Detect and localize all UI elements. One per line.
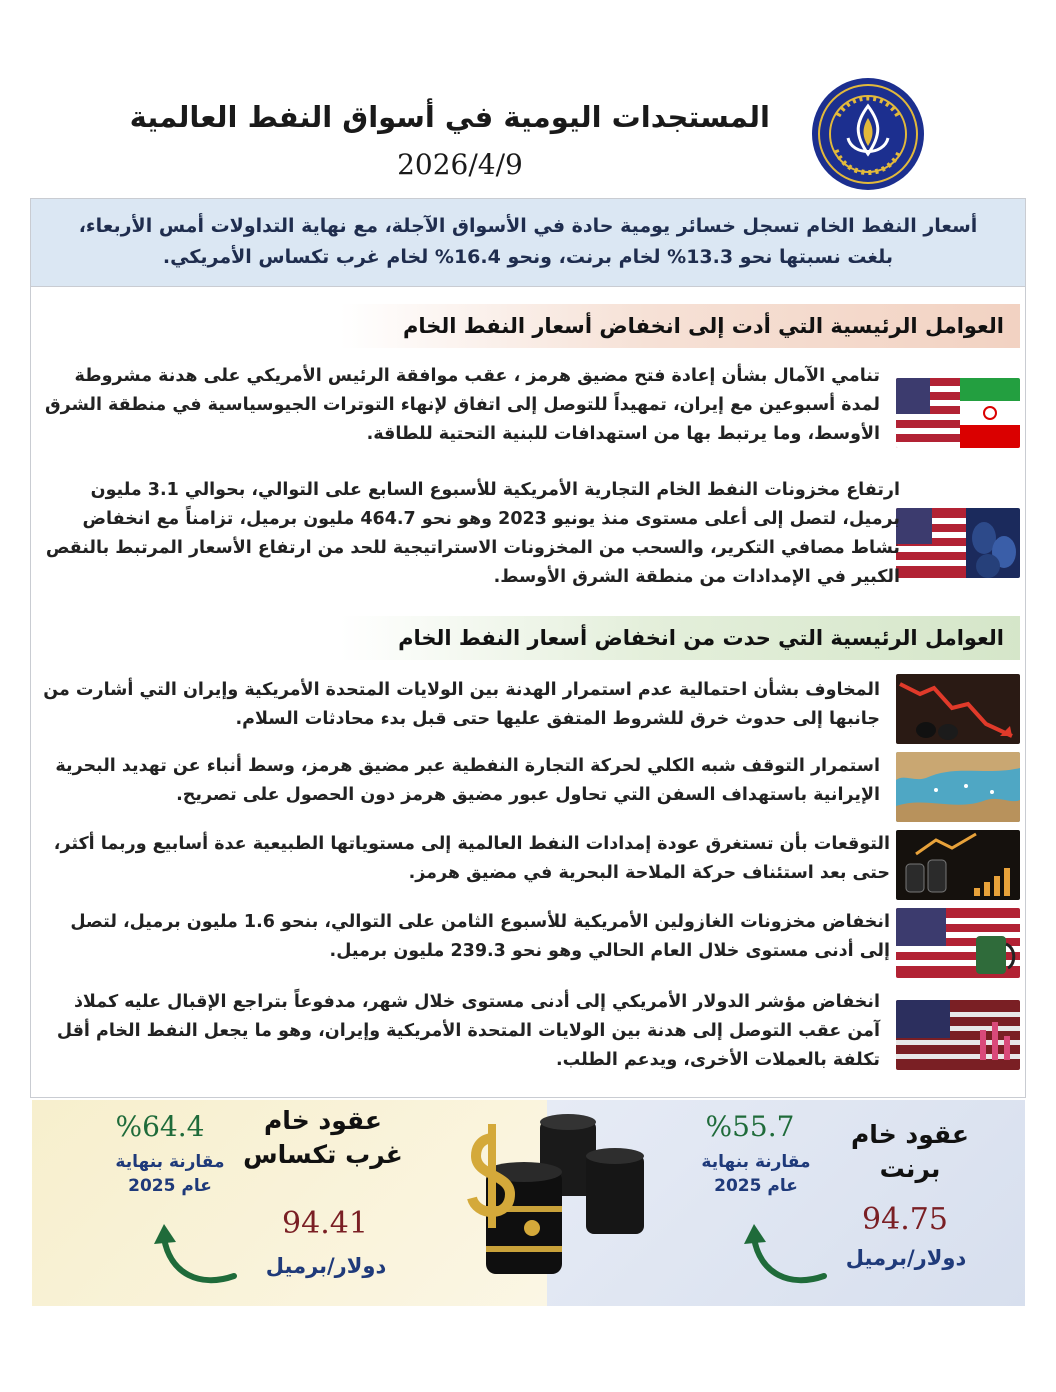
oapec-logo-icon [810,76,926,192]
summary-box [31,199,1025,286]
report-date: 2026/4/9 [397,148,523,181]
support-factor-3: التوقعات بأن تستغرق عودة إمدادات النفط العالمية إلى مستوياتها الطبيعية عدة أسابيع وربما أكثر، حتى بعد استئناف حركة الملاحة البحرية في مضيق هرمز. [53,834,890,883]
divider [31,286,1025,287]
us-flag-dollar-chart-icon [896,1000,1020,1070]
decline-factor-2: ارتفاع مخزونات النفط الخام التجارية الأمريكية للأسبوع السابع على التوالي، بحوالي 3.1 مليون برميل، لتصل إلى أعلى مستوى منذ يونيو 2023 وهو نحو 464.7 مليون برميل، تزامناً مع انخفاض نشاط مصافي التكرير، والسحب من المخزونات الاستراتيجية للحد من ارتفاع الأسعار المرتبط بالنقص الكبير في الإمدادات من منطقة الشرق الأوسط. [45,480,900,587]
wti-title-line-2: غرب تكساس [243,1140,403,1169]
support-factor-5: انخفاض مؤشر الدولار الأمريكي إلى أدنى مستوى خلال شهر، مدفوعاً بتراجع الإقبال عليه كملاذ آمن عقب التوصل إلى هدنة بين الولايات المتحدة الأمريكية وإيران، وهو ما يجعل النفط الخام أقل تكلفة بالعملات الأخرى، ويدعم الطلب. [56,992,880,1070]
support-factor-4: انخفاض مخزونات الغازولين الأمريكية للأسبوع الثامن على التوالي، بنحو 1.6 مليون برميل، لتصل إلى أدنى مستوى خلال العام الحالي وهو نحو 239.3 مليون برميل. [70,912,890,961]
falling-price-chart-icon [896,674,1020,744]
summary-line-1: أسعار النفط الخام تسجل خسائر يومية حادة في الأسواق الآجلة، مع نهاية التداولات أمس الأربعاء، [78,215,978,237]
wti-change-pct: %64.4 [115,1110,205,1143]
wti-up-arrow-icon [150,1218,240,1288]
brent-price: 94.75 [862,1202,948,1237]
heading-decline-factors: العوامل الرئيسية التي أدت إلى انخفاض أسعار النفط الخام [340,304,1020,348]
wti-note-line-1: مقارنة بنهاية [115,1152,225,1172]
us-iran-flags-icon [896,378,1020,448]
oil-barrels-dollar-icon [436,1110,650,1300]
brent-unit: دولار/برميل [845,1246,967,1270]
brent-note-line-1: مقارنة بنهاية [701,1152,811,1172]
heading-support-factors: العوامل الرئيسية التي حدت من انخفاض أسعار النفط الخام [340,616,1020,660]
decline-factor-1: تنامي الآمال بشأن إعادة فتح مضيق هرمز ، عقب موافقة الرئيس الأمريكي على هدنة مشروطة لمدة أسبوعين مع إيران، تمهيداً للتوصل إلى اتفاق لإنهاء التوترات الجيوسياسية في منطقة الشرق الأوسط، وما يرتبط بها من استهدافات للبنية التحتية للطاقة. [45,366,880,444]
wti-unit: دولار/برميل [265,1254,387,1278]
support-factor-1: المخاوف بشأن احتمالية عدم استمرار الهدنة بين الولايات المتحدة الأمريكية وإيران التي أشارت من جانبها إلى حدوث خرق للشروط المتفق عليها حتى قبل بدء محادثات السلام. [43,680,880,729]
brent-title-line-1: عقود خام [850,1120,969,1149]
brent-note [676,1150,836,1198]
us-flag-fuel-pump-icon [896,908,1020,978]
wti-note [90,1150,250,1198]
us-flag-barrels-icon [896,508,1020,578]
brent-change-pct: %55.7 [705,1110,795,1143]
brent-up-arrow-icon [740,1218,830,1288]
strait-of-hormuz-map-icon [896,752,1020,822]
wti-title [228,1104,418,1172]
wti-note-line-2: عام 2025 [128,1176,212,1196]
brent-title [810,1118,1010,1186]
page-title: المستجدات اليومية في أسواق النفط العالمية [129,100,770,134]
brent-title-line-2: برنت [879,1154,941,1183]
wti-title-line-1: عقود خام [263,1106,382,1135]
oil-barrels-growth-icon [896,830,1020,900]
wti-price: 94.41 [282,1206,368,1241]
brent-note-line-2: عام 2025 [714,1176,798,1196]
support-factor-2: استمرار التوقف شبه الكلي لحركة التجارة النفطية عبر مضيق هرمز، وسط أنباء عن تهديد البحرية الإيرانية باستهداف السفن التي تحاول عبور مضيق هرمز دون الحصول على تصريح. [55,756,880,805]
summary-line-2: بلغت نسبتها نحو 13.3% لخام برنت، ونحو 16.4% لخام غرب تكساس الأمريكي. [162,246,894,268]
